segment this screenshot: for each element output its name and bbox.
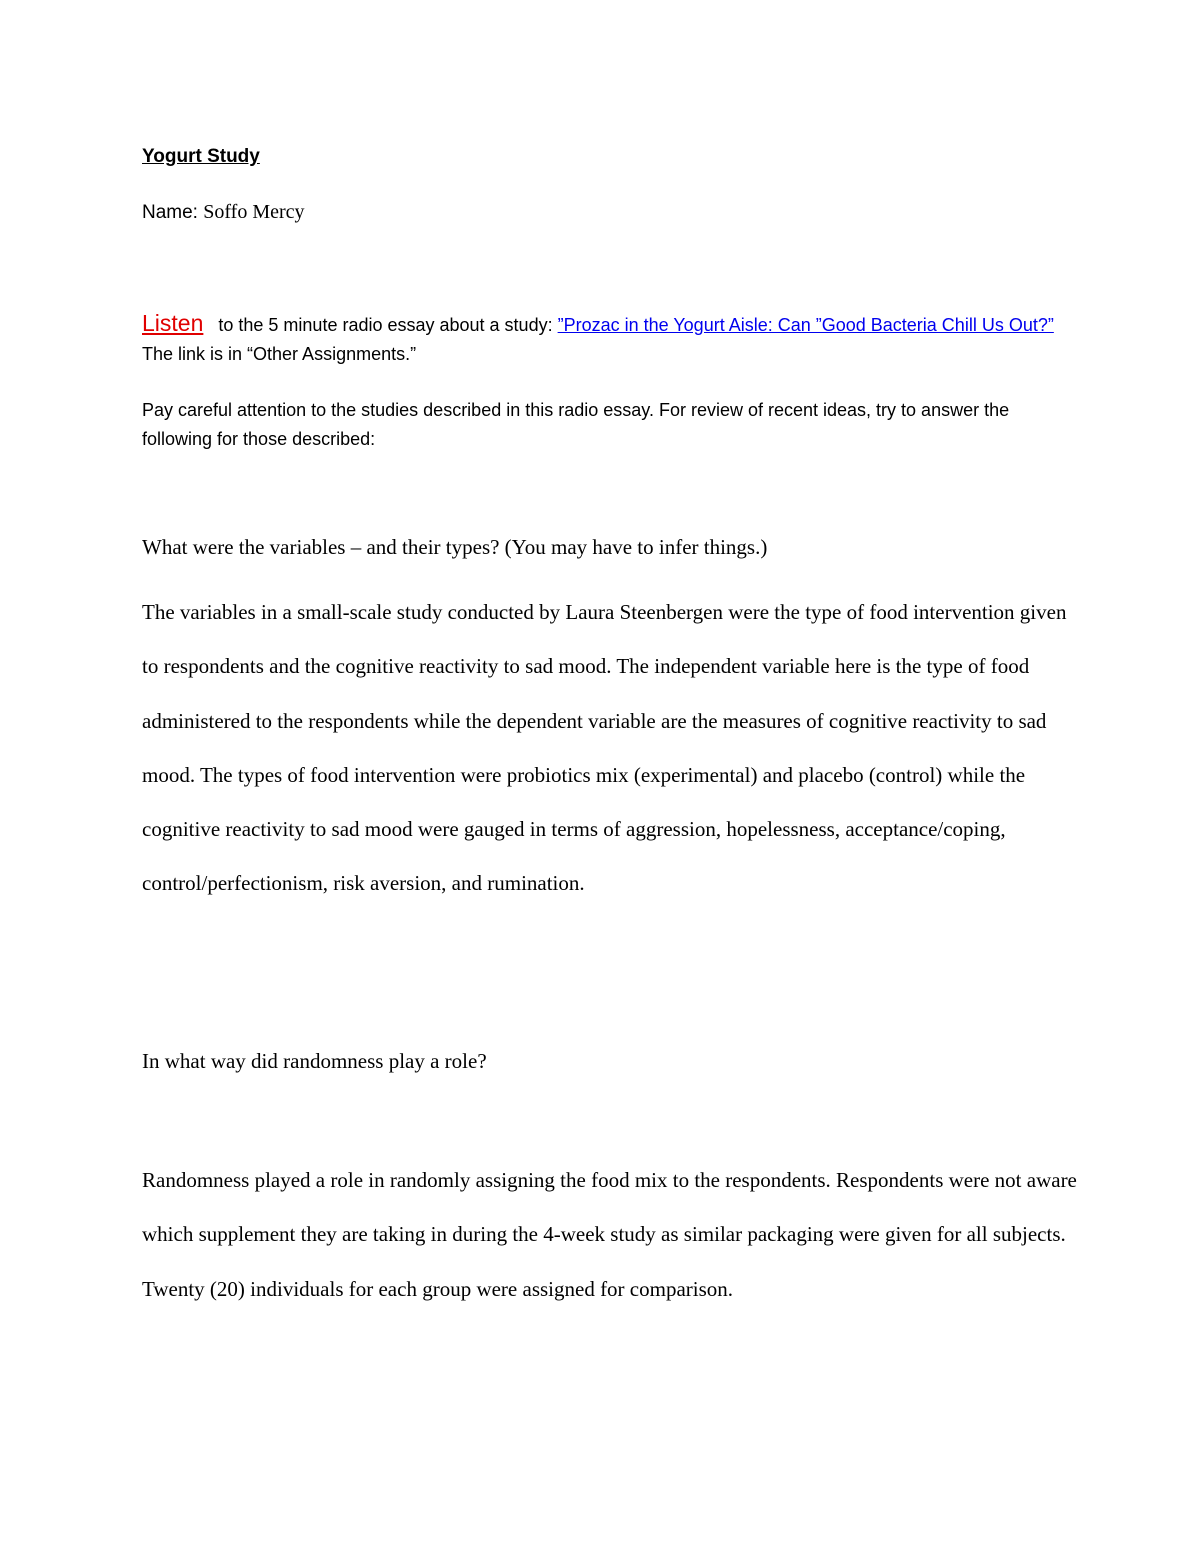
instructions-paragraph: Pay careful attention to the studies described in this radio essay. For review of recent ideas, try to answer the following for those described: — [142, 400, 1010, 449]
question-1: What were the variables – and their types? (You may have to infer things.) — [142, 535, 768, 559]
question-2: In what way did randomness play a role? — [142, 1049, 487, 1073]
listen-text: to the 5 minute radio essay about a study: — [213, 315, 558, 335]
document-title: Yogurt Study — [142, 146, 260, 167]
link-suffix: The link is in “Other Assignments.” — [142, 344, 417, 364]
answer-2: Randomness played a role in randomly assigning the food mix to the respondents. Respondents were not aware which supplement they are taking in during the 4-week study as similar packaging were given for all subjects. Twenty (20) individuals for each group were assigned for comparison. — [142, 1168, 1077, 1301]
answer-1: The variables in a small-scale study conducted by Laura Steenbergen were the type of food intervention given to respondents and the cognitive reactivity to sad mood. The independent variable here is the type of food administered to the respondents while the dependent variable are the measures of cognitive reactivity to sad mood. The types of food intervention were probiotics mix (experimental) and placebo (control) while the cognitive reactivity to sad mood were gauged in terms of aggression, hopelessness, acceptance/coping, control/perfectionism, risk aversion, and rumination. — [142, 600, 1067, 896]
name-line — [142, 198, 1082, 227]
name-label: Name: — [142, 202, 204, 223]
name-value: Soffo Mercy — [203, 201, 305, 223]
radio-essay-link[interactable]: ”Prozac in the Yogurt Aisle: Can ”Good Bacteria Chill Us Out?” — [557, 315, 1054, 335]
listen-paragraph — [142, 309, 1082, 369]
listen-word: Listen — [142, 310, 204, 336]
